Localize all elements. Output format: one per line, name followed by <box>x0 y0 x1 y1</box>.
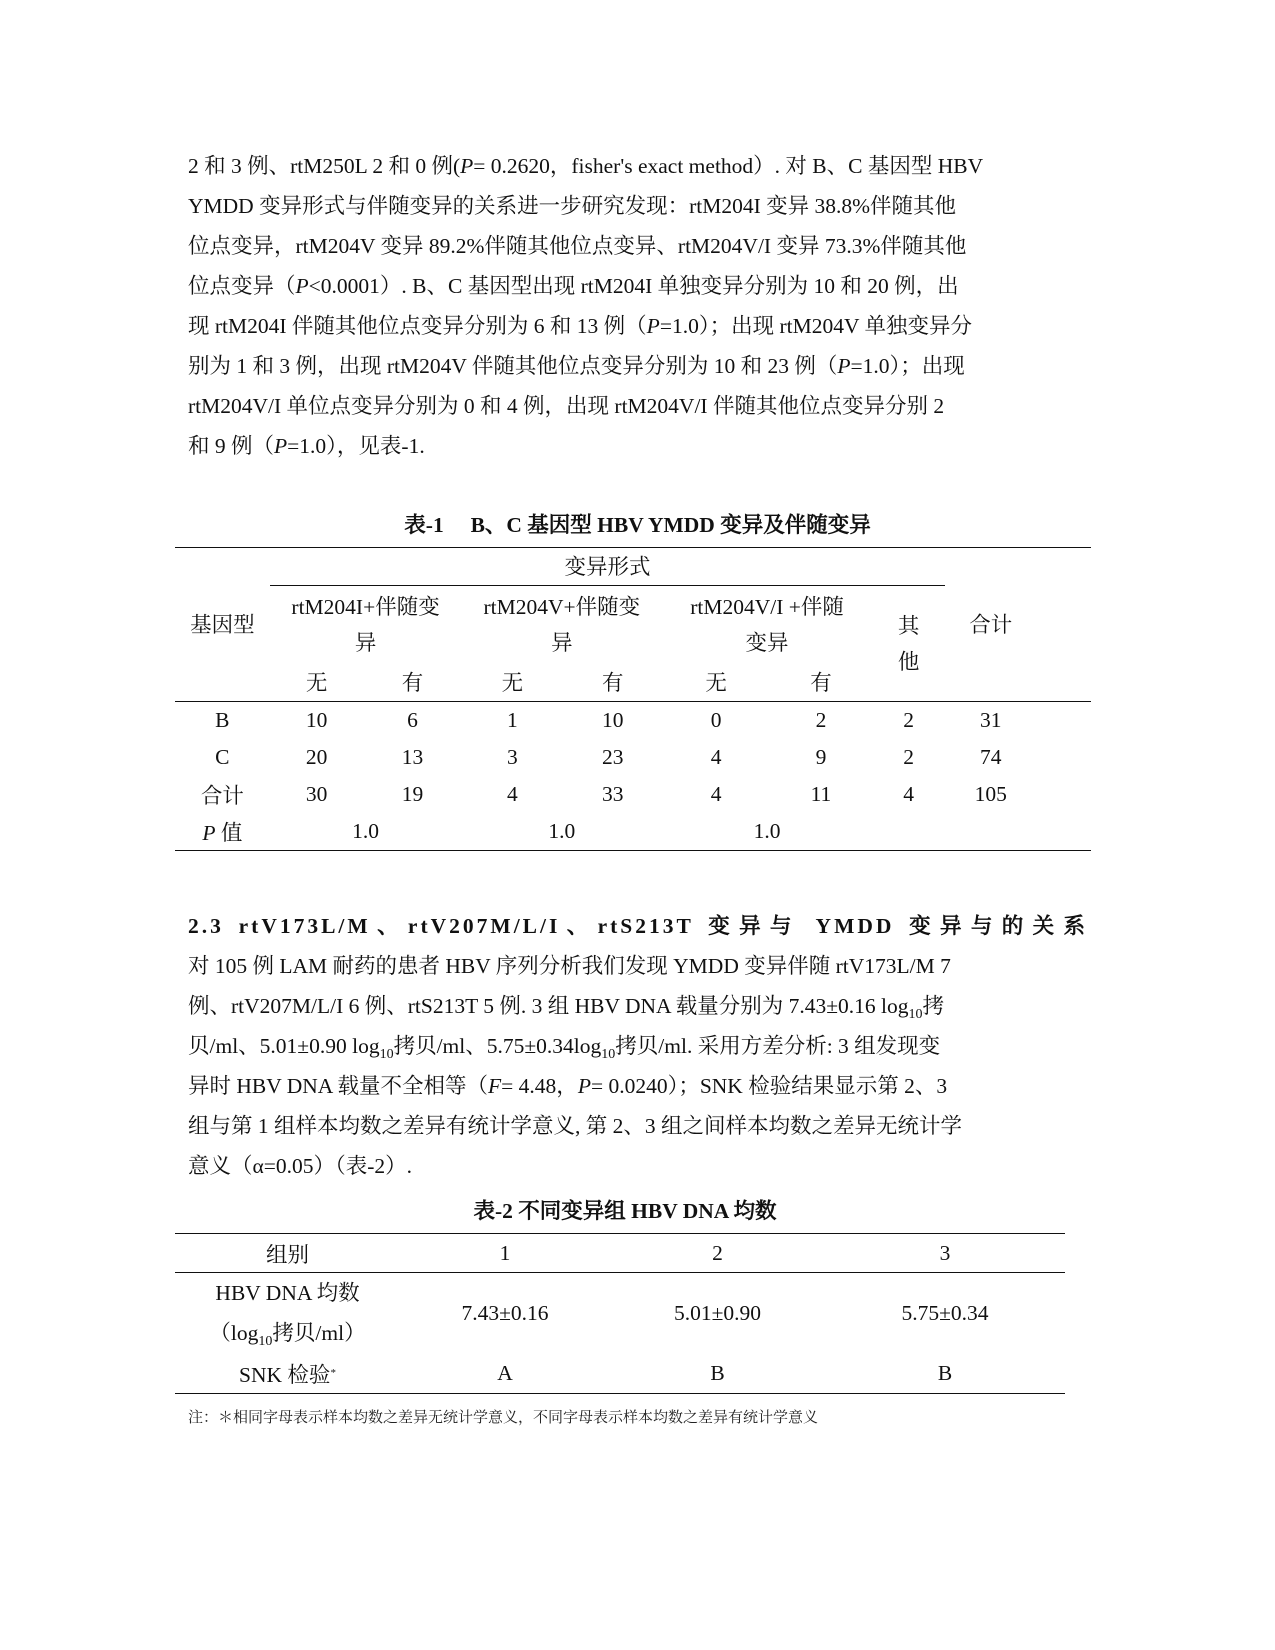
text-line <box>188 986 1088 1026</box>
p-symbol: P <box>295 274 309 298</box>
table-cell: B <box>937 1360 953 1385</box>
p-value-cell: 1.0 <box>753 819 781 843</box>
text-span: =1.0）；出现 rtM204V 单独变异分 <box>659 314 972 338</box>
text-span: 现 rtM204I 伴随其他位点变异分别为 6 和 13 例（ <box>188 314 647 338</box>
p-symbol: P <box>202 821 216 845</box>
subscript: 10 <box>908 1007 923 1022</box>
table-row <box>175 776 1091 813</box>
table-cell: 31 <box>980 708 1002 732</box>
footnote-mark: * <box>330 1366 336 1379</box>
text-span: 拷贝/ml、5.75±0.34log <box>393 1034 602 1058</box>
text-span: 别为 1 和 3 例，出现 rtM204V 伴随其他位点变异分别为 10 和 23 例（ <box>188 354 838 378</box>
row-label: 合计 <box>200 784 244 808</box>
table-cell: 4 <box>710 782 722 806</box>
text-span: SNK 检验 <box>239 1362 331 1387</box>
table-cell: 20 <box>305 745 328 769</box>
table-row-p-value <box>175 813 1091 851</box>
text-span: 拷贝/ml. 采用方差分析: 3 组发现变 <box>615 1034 941 1058</box>
text-line <box>188 146 1088 186</box>
text-span: = 0.2620，fisher's exact method）. 对 B、C 基因型 HBV <box>473 154 984 178</box>
table-cell: 3 <box>507 745 518 769</box>
header-yes: 有 <box>401 670 424 695</box>
text-span: = 0.0240）；SNK 检验结果显示第 2、3 <box>590 1074 948 1098</box>
header-group: 组别 <box>175 1234 400 1273</box>
table-cell: 10 <box>602 708 624 732</box>
header-no: 无 <box>501 670 524 695</box>
text-line: 组与第 1 组样本均数之差异有统计学意义, 第 2、3 组之间样本均数之差异无统计学 <box>188 1114 963 1138</box>
header-yes: 有 <box>602 670 624 695</box>
table-cell: 4 <box>903 782 914 806</box>
text-span: 拷 <box>922 994 945 1018</box>
table2-caption: 表-2 不同变异组 HBV DNA 均数 <box>473 1199 777 1223</box>
table-cell: 30 <box>305 782 328 806</box>
text-line: YMDD 变异形式与伴随变异的关系进一步研究发现：rtM204I 变异 38.8%伴随其他 <box>188 194 957 218</box>
table-hbv-dna-means <box>175 1233 1065 1394</box>
text-span: 异时 HBV DNA 载量不全相等（ <box>188 1074 489 1098</box>
text-line <box>188 306 1088 346</box>
text-span: 例、rtV207M/L/I 6 例、rtS213T 5 例. 3 组 HBV DNA 载量分别为 7.43±0.16 log <box>188 994 909 1018</box>
text-span: =1.0）；出现 <box>850 354 965 378</box>
text-line <box>188 426 1088 466</box>
table-cell: 105 <box>974 782 1007 806</box>
text-span: 拷贝/ml） <box>272 1321 366 1345</box>
header-no: 无 <box>705 670 727 695</box>
header-no: 无 <box>305 670 328 695</box>
f-symbol: F <box>488 1074 502 1098</box>
section-heading: 2.3 rtV173L/M、rtV207M/L/I、rtS213T 变异与 YMDD 变异与的关系 <box>188 914 1088 938</box>
text-span: （log <box>209 1321 259 1345</box>
p-value-cell: 1.0 <box>352 819 380 843</box>
text-span: 2 和 3 例、rtM250L 2 和 0 例( <box>188 154 461 178</box>
text-line <box>188 1026 1088 1066</box>
table-cell: 2 <box>903 745 914 769</box>
header-col: 3 <box>825 1234 1065 1273</box>
text-span: <0.0001）. B、C 基因型出现 rtM204I 单独变异分别为 10 和 20 例，出 <box>308 274 959 298</box>
table-cell: 4 <box>507 782 518 806</box>
table-header-row <box>175 548 1091 586</box>
text-span: 和 9 例（ <box>188 434 275 458</box>
table-cell: 7.43±0.16 <box>461 1300 549 1325</box>
header-variant-form: 变异形式 <box>270 548 946 586</box>
table-cell: B <box>710 1360 725 1385</box>
spacer-cell <box>1036 813 1091 851</box>
spacer-cell <box>872 813 946 851</box>
table-cell: 4 <box>710 745 722 769</box>
table-row <box>175 1353 1065 1394</box>
table-genotype-variants <box>175 547 1091 851</box>
header-col: 1 <box>400 1234 610 1273</box>
table-cell: 5.01±0.90 <box>673 1300 762 1325</box>
table-cell: 23 <box>602 745 624 769</box>
table-row <box>175 1273 1065 1354</box>
spacer-cell <box>1036 548 1091 702</box>
table-cell: 5.75±0.34 <box>901 1300 989 1325</box>
text-line: 位点变异，rtM204V 变异 89.2%伴随其他位点变异、rtM204V/I 变异 73.3%伴随其他 <box>188 234 967 258</box>
row-label-line: HBV DNA 均数 <box>215 1281 360 1305</box>
text-line: 意义（α=0.05）（表-2）. <box>188 1154 413 1178</box>
text-span: =1.0），见表-1. <box>287 434 425 458</box>
subscript: 10 <box>601 1047 616 1062</box>
p-value-cell: 1.0 <box>548 819 576 843</box>
p-symbol: P <box>577 1074 591 1098</box>
section-2-3 <box>188 906 1088 1186</box>
text-span: 贝/ml、5.01±0.90 log <box>188 1034 380 1058</box>
table-cell: 10 <box>305 708 328 732</box>
header-total: 合计 <box>969 612 1013 637</box>
row-label: C <box>215 745 230 769</box>
paragraph-results-ymdd <box>188 146 1088 466</box>
table1-caption: 表-1 B、C 基因型 HBV YMDD 变异及伴随变异 <box>404 513 871 537</box>
table-cell: 11 <box>810 782 832 806</box>
text-line <box>188 1066 1088 1106</box>
table-cell: 2 <box>815 708 827 732</box>
table-cell: A <box>497 1360 513 1385</box>
text-span: 值 <box>215 821 243 845</box>
table-cell: 33 <box>602 782 624 806</box>
table-footnote: 注：＊相同字母表示样本均数之差异无统计学意义，不同字母表示样本均数之差异有统计学意义 <box>188 1408 819 1426</box>
p-symbol: P <box>646 314 660 338</box>
text-line <box>188 346 1088 386</box>
table-cell: 1 <box>507 708 518 732</box>
p-symbol: P <box>460 154 474 178</box>
subscript: 10 <box>258 1334 273 1349</box>
spacer-cell <box>1036 702 1091 740</box>
table-cell: 2 <box>903 708 914 732</box>
header-genotype: 基因型 <box>190 612 255 637</box>
table-header-row <box>175 1234 1065 1273</box>
header-yes: 有 <box>810 670 832 695</box>
subscript: 10 <box>379 1047 394 1062</box>
row-label: B <box>215 708 230 732</box>
header-other: 其他 <box>897 613 920 674</box>
table-cell: 6 <box>407 708 418 732</box>
table-cell: 9 <box>815 745 827 769</box>
table-row <box>175 702 1091 740</box>
table-cell: 74 <box>980 745 1002 769</box>
text-span: = 4.48， <box>501 1074 578 1098</box>
table-row <box>175 739 1091 776</box>
row-label <box>175 813 270 851</box>
header-col: 2 <box>610 1234 825 1273</box>
text-line <box>188 266 1088 306</box>
spacer-cell <box>1036 739 1091 776</box>
row-label <box>175 1353 400 1394</box>
row-label <box>175 1273 400 1354</box>
text-span: 位点变异（ <box>188 274 296 298</box>
table-cell: 0 <box>710 708 722 732</box>
text-line: rtM204V/I 单位点变异分别为 0 和 4 例，出现 rtM204V/I 伴随其他位点变异分别 2 <box>188 394 945 418</box>
spacer-cell <box>1036 776 1091 813</box>
p-symbol: P <box>837 354 851 378</box>
header-rtm204v: rtM204V+伴随变异 <box>483 595 641 655</box>
header-rtm204i: rtM204I+伴随变异 <box>291 595 440 655</box>
table-cell: 13 <box>401 745 424 769</box>
p-symbol: P <box>274 434 288 458</box>
spacer-cell <box>945 813 1036 851</box>
text-line: 对 105 例 LAM 耐药的患者 HBV 序列分析我们发现 YMDD 变异伴随 rtV173L/M 7 <box>188 954 951 978</box>
table-cell: 19 <box>401 782 424 806</box>
header-rtm204vi: rtM204V/I +伴随变异 <box>690 595 844 655</box>
row-label-line <box>175 1313 400 1353</box>
